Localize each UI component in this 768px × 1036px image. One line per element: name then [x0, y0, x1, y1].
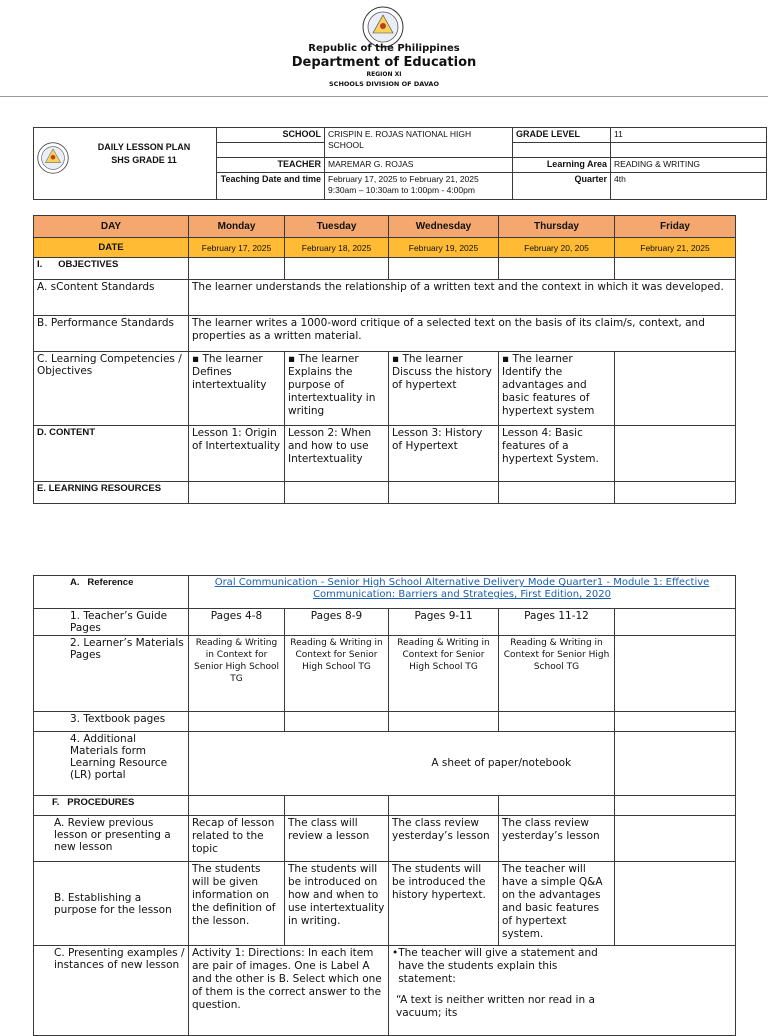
- day-tuesday: Tuesday: [285, 216, 389, 238]
- additional-materials-text: A sheet of paper/notebook: [389, 732, 615, 796]
- quarter-value: 4th: [611, 173, 767, 200]
- teachers-guide-label: 1. Teacher’s Guide Pages: [34, 609, 189, 636]
- grade-level-label: GRADE LEVEL: [513, 128, 611, 143]
- procedures-heading: F. PROCEDURES: [34, 796, 189, 816]
- tg-pages-wednesday: Pages 9-11: [389, 609, 499, 636]
- deped-seal-logo-small: [37, 142, 69, 174]
- date-wednesday: February 19, 2025: [389, 238, 499, 258]
- competency-monday: ▪ The learner Defines intertextuality: [189, 352, 285, 426]
- purpose-monday: The students will be given information on the definition of the lesson.: [189, 862, 285, 946]
- content-standards-text: The learner understands the relationship of a written text and the context in which it was developed.: [189, 280, 736, 316]
- day-monday: Monday: [189, 216, 285, 238]
- performance-standards-label: B. Performance Standards: [34, 316, 189, 352]
- textbook-pages-label: 3. Textbook pages: [34, 712, 189, 732]
- header-division: SCHOOLS DIVISION OF DAVAO: [329, 80, 439, 88]
- review-wednesday: The class review yesterday’s lesson: [389, 816, 499, 862]
- teaching-time-range: 9:30am – 10:30am to 1:00pm - 4:00pm: [328, 185, 475, 195]
- lesson-info-table: [33, 127, 767, 200]
- date-header-label: DATE: [34, 238, 189, 258]
- competency-wednesday: ▪ The learner Discuss the history of hypertext: [389, 352, 499, 426]
- reference-label: A. Reference: [34, 576, 189, 609]
- day-thursday: Thursday: [499, 216, 615, 238]
- lm-pages-thursday: Reading & Writing in Context for Senior High School TG: [499, 636, 615, 712]
- purpose-friday: [615, 862, 736, 946]
- additional-materials-label: 4. Additional Materials form Learning Resource (LR) portal: [34, 732, 189, 796]
- review-friday: [615, 816, 736, 862]
- dlp-title: DAILY LESSON PLAN: [97, 142, 191, 152]
- tg-pages-monday: Pages 4-8: [189, 609, 285, 636]
- lm-pages-monday: Reading & Writing in Context for Senior High School TG: [189, 636, 285, 712]
- bullet-icon: •: [392, 947, 399, 959]
- purpose-tuesday: The students will be introduced on how and when to use intertextuality in writing.: [285, 862, 389, 946]
- tg-pages-tuesday: Pages 8-9: [285, 609, 389, 636]
- purpose-thursday: The teacher will have a simple Q&A on the advantages and basic features of hypertext system.: [499, 862, 615, 946]
- school-value: CRISPIN E. ROJAS NATIONAL HIGH SCHOOL: [325, 128, 513, 158]
- dlp-grade: SHS GRADE 11: [111, 155, 177, 165]
- competencies-label: C. Learning Competencies / Objectives: [34, 352, 189, 426]
- purpose-wednesday: The students will be introduced the history hypertext.: [389, 862, 499, 946]
- review-thursday: The class review yesterday’s lesson: [499, 816, 615, 862]
- date-thursday: February 20, 205: [499, 238, 615, 258]
- learners-materials-label: 2. Learner’s Materials Pages: [34, 636, 189, 712]
- examples-quote: “A text is neither written nor read in a vacuum; its: [396, 994, 595, 1019]
- content-monday: Lesson 1: Origin of Intertextuality: [189, 426, 285, 482]
- performance-standards-text: The learner writes a 1000-word critique of a selected text on the basis of its claim/s, context, and properties as a written material.: [189, 316, 736, 352]
- header-divider: [0, 96, 768, 97]
- teacher-value: MAREMAR G. ROJAS: [325, 158, 513, 173]
- examples-statement-text: The teacher will give a statement and have the students explain this statement:: [398, 947, 598, 985]
- teacher-label: TEACHER: [217, 158, 325, 173]
- objectives-heading: I. OBJECTIVES: [34, 258, 189, 280]
- competency-friday: [615, 352, 736, 426]
- resources-procedures-table: [33, 575, 736, 1036]
- teaching-date-label: Teaching Date and time: [217, 173, 325, 200]
- content-heading: D. CONTENT: [34, 426, 189, 482]
- dlp-title-cell: [34, 128, 217, 200]
- competency-thursday: ▪ The learner Identify the advantages and basic features of hypertext system: [499, 352, 615, 426]
- review-monday: Recap of lesson related to the topic: [189, 816, 285, 862]
- tg-pages-friday: [615, 609, 736, 636]
- examples-label: C. Presenting examples / instances of new lesson: [34, 946, 189, 1036]
- review-tuesday: The class will review a lesson: [285, 816, 389, 862]
- review-lesson-label: A. Review previous lesson or presenting a new lesson: [34, 816, 189, 862]
- content-tuesday: Lesson 2: When and how to use Intertextuality: [285, 426, 389, 482]
- teaching-date-value: [325, 173, 513, 200]
- objectives-table: [33, 215, 736, 504]
- content-standards-label: A. sContent Standards: [34, 280, 189, 316]
- lm-pages-wednesday: Reading & Writing in Context for Senior High School TG: [389, 636, 499, 712]
- date-friday: February 21, 2025: [615, 238, 736, 258]
- lm-pages-friday: [615, 636, 736, 712]
- grade-level-value: 11: [611, 128, 767, 143]
- teaching-date-range: February 17, 2025 to February 21, 2025: [328, 174, 479, 184]
- lm-pages-tuesday: Reading & Writing in Context for Senior High School TG: [285, 636, 389, 712]
- tg-pages-thursday: Pages 11-12: [499, 609, 615, 636]
- content-thursday: Lesson 4: Basic features of a hypertext System.: [499, 426, 615, 482]
- purpose-label: B. Establishing a purpose for the lesson: [34, 862, 189, 946]
- header-republic: Republic of the Philippines: [308, 43, 460, 54]
- competency-tuesday: ▪ The learner Explains the purpose of intertextuality in writing: [285, 352, 389, 426]
- day-friday: Friday: [615, 216, 736, 238]
- content-wednesday: Lesson 3: History of Hypertext: [389, 426, 499, 482]
- quarter-label: Quarter: [513, 173, 611, 200]
- examples-activity: Activity 1: Directions: In each item are pair of images. One is Label A and the other is B. Select which one of them is the correct answer to the question.: [189, 946, 389, 1036]
- content-friday: [615, 426, 736, 482]
- date-tuesday: February 18, 2025: [285, 238, 389, 258]
- learning-resources-heading: E. LEARNING RESOURCES: [34, 482, 189, 504]
- learning-area-value: READING & WRITING: [611, 158, 767, 173]
- school-label: SCHOOL: [217, 128, 325, 143]
- header-region: REGION XI: [366, 71, 402, 78]
- examples-statement: [389, 946, 615, 1036]
- day-header-label: DAY: [34, 216, 189, 238]
- date-monday: February 17, 2025: [189, 238, 285, 258]
- day-wednesday: Wednesday: [389, 216, 499, 238]
- reference-link[interactable]: Oral Communication - Senior High School Alternative Delivery Mode Quarter1 - Module 1: Effective Communication: Barriers and Strategies, First Edition, 2020: [214, 577, 710, 600]
- deped-seal-logo: [362, 6, 404, 48]
- learning-area-label: Learning Area: [513, 158, 611, 173]
- header-department: Department of Education: [291, 55, 477, 70]
